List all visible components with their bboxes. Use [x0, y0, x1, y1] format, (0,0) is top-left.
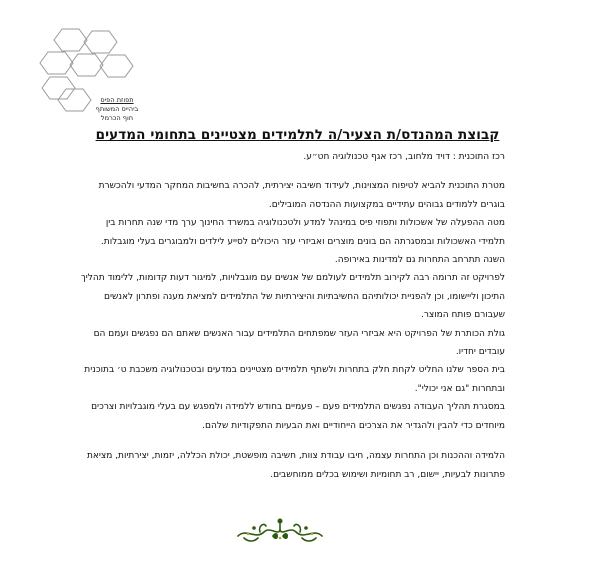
paragraph: לפרויקט זה תרומה רבה לקירוב תלמידים לעולמם של אנשים עם מוגבלויות, למיגור דעות קדומות, ללימוד תהליך התיכון וליישומו, וכן להפניית יכולותיהם החשיבתיות והיצירתיות של התלמידים למציאת מענה ופתרון לאנשים שעבורם פותח המוצר.	[80, 273, 505, 321]
floral-ornament-icon	[234, 516, 326, 544]
paragraph: במסגרת תהליך העבודה נפגשים התלמידים פעם – פעמיים בחודש ללמידה ולמפגש עם בעלי מוגבלויות וצרכים מיוחדים כדי להבין ולהגדיר את הצרכים הייחודיים ואת הבעיות התפקודיות שלהם.	[91, 402, 505, 431]
logo-text	[82, 96, 152, 123]
paragraph: מטה ההפעלה של אשכולות ותפוזי פיס במינהל למדע ולטכנולוגיה במשרד החינוך ערך מדי שנה תחרות בין תלמידי האשכולות ובמסגרתה הם בונים מוצרים ואביזרי עזר היכולים לסייע לילדים ולמבוגרים בעלי מוגבלות. השנה תתרחב התחרות גם למדינות באירופה.	[100, 218, 505, 266]
paragraph: בית הספר שלנו החליט לקחת חלק בתחרות ולשתף תלמידים מצטיינים במדעים ובטכנולוגיה משכבת ט׳ בתוכנית ובתחרות "גם אני יכולי".	[84, 365, 505, 394]
school-logo	[30, 26, 150, 122]
logo-line: ביהייס המשותף	[95, 105, 139, 113]
document-body	[79, 148, 505, 484]
paragraph: גולת הכותרת של הפרויקט היא אביזרי העזר שמפתחים התלמידים עבור האנשים שאתם הם נפגשים ועמם הם עובדים יחדיו.	[93, 328, 505, 358]
page-title: קבוצת המהנדס/ת הצעיר/ה לתלמידים מצטיינים בתחומי המדעים	[95, 127, 500, 143]
paragraph: הלמידה וההכנות וכן התחרות עצמה, חיבו עבודת צוות, חשיבה מופשטת, יכולת הכללה, יזמות, יצירתיות, מציאת פתרונות לבעיות, יישום, רב תחומיות ושימוש בכלים ממוחשבים.	[86, 451, 505, 480]
paragraph: מטרת התוכנית להביא לטיפוח המצוינות, לעידוד חשיבה יצירתית, להכרה בחשיבות המחקר המדעי ולהכשרת בוגרים ללמודים גבוהים עתידיים במקצועות ההנדסה המובילים.	[98, 181, 505, 210]
logo-line: תפוזת הפיס	[100, 96, 134, 104]
program-coordinator: רכז התוכנית : דויד מלחוב, רכז אגף טכנולוגיה חט״ע.	[303, 152, 505, 162]
logo-line: חוף הכרמל	[100, 114, 134, 122]
